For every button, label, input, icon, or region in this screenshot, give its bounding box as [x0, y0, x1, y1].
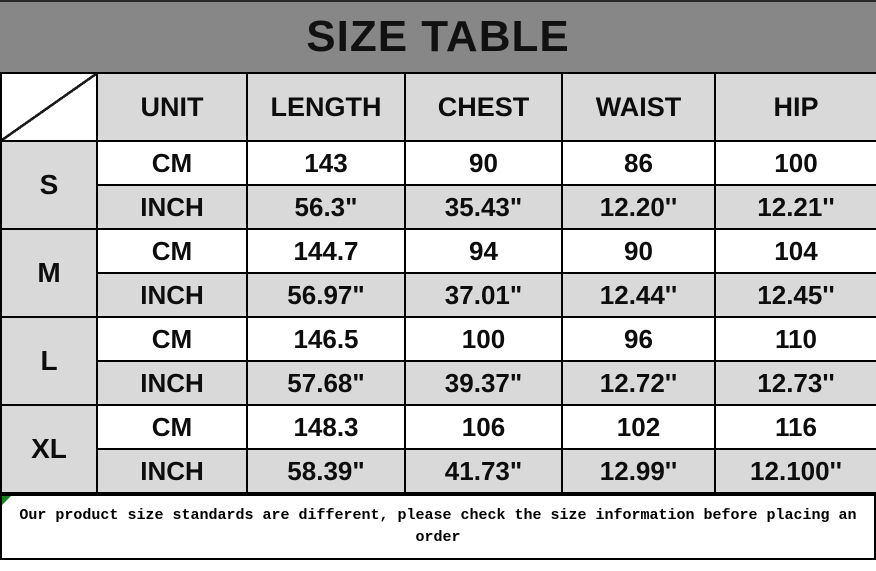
- waist-inch-cell: 12.99'': [562, 449, 715, 493]
- size-label-s: S: [1, 141, 97, 229]
- size-table: [0, 72, 876, 494]
- hip-cm-cell: 100: [715, 141, 876, 185]
- waist-inch-cell: 12.72'': [562, 361, 715, 405]
- table-header-row: [1, 73, 876, 141]
- hip-inch-cell: 12.45'': [715, 273, 876, 317]
- column-header-waist: WAIST: [562, 73, 715, 141]
- chest-cm-cell: 90: [405, 141, 562, 185]
- unit-cell: CM: [97, 141, 247, 185]
- column-header-chest: CHEST: [405, 73, 562, 141]
- length-inch-cell: 56.3": [247, 185, 405, 229]
- table-row-m-inch: [1, 273, 876, 317]
- hip-cm-cell: 104: [715, 229, 876, 273]
- length-cm-cell: 146.5: [247, 317, 405, 361]
- table-row-s-inch: [1, 185, 876, 229]
- chest-inch-cell: 41.73": [405, 449, 562, 493]
- green-corner-marker-icon: [2, 496, 11, 505]
- chest-inch-cell: 39.37": [405, 361, 562, 405]
- chest-inch-cell: 35.43": [405, 185, 562, 229]
- footer-disclaimer: [0, 494, 876, 560]
- diagonal-corner-cell: [1, 73, 97, 141]
- length-inch-cell: 56.97": [247, 273, 405, 317]
- size-label-xl: XL: [1, 405, 97, 493]
- unit-cell: INCH: [97, 273, 247, 317]
- column-header-hip: HIP: [715, 73, 876, 141]
- unit-cell: INCH: [97, 185, 247, 229]
- length-inch-cell: 58.39": [247, 449, 405, 493]
- chest-inch-cell: 37.01": [405, 273, 562, 317]
- waist-cm-cell: 86: [562, 141, 715, 185]
- hip-cm-cell: 116: [715, 405, 876, 449]
- hip-cm-cell: 110: [715, 317, 876, 361]
- table-row-l-cm: [1, 317, 876, 361]
- table-row-xl-inch: [1, 449, 876, 493]
- size-label-l: L: [1, 317, 97, 405]
- length-cm-cell: 148.3: [247, 405, 405, 449]
- length-cm-cell: 143: [247, 141, 405, 185]
- chest-cm-cell: 94: [405, 229, 562, 273]
- column-header-length: LENGTH: [247, 73, 405, 141]
- column-header-unit: UNIT: [97, 73, 247, 141]
- hip-inch-cell: 12.21'': [715, 185, 876, 229]
- unit-cell: CM: [97, 317, 247, 361]
- unit-cell: INCH: [97, 449, 247, 493]
- waist-cm-cell: 90: [562, 229, 715, 273]
- table-row-s-cm: [1, 141, 876, 185]
- table-row-m-cm: [1, 229, 876, 273]
- hip-inch-cell: 12.73'': [715, 361, 876, 405]
- chest-cm-cell: 100: [405, 317, 562, 361]
- unit-cell: CM: [97, 229, 247, 273]
- waist-cm-cell: 102: [562, 405, 715, 449]
- page-title: SIZE TABLE: [0, 0, 876, 72]
- length-inch-cell: 57.68": [247, 361, 405, 405]
- waist-cm-cell: 96: [562, 317, 715, 361]
- footer-disclaimer-text: Our product size standards are different, please check the size information before placing an order: [19, 507, 857, 546]
- length-cm-cell: 144.7: [247, 229, 405, 273]
- unit-cell: CM: [97, 405, 247, 449]
- hip-inch-cell: 12.100'': [715, 449, 876, 493]
- size-label-m: M: [1, 229, 97, 317]
- waist-inch-cell: 12.44'': [562, 273, 715, 317]
- table-row-xl-cm: [1, 405, 876, 449]
- chest-cm-cell: 106: [405, 405, 562, 449]
- table-row-l-inch: [1, 361, 876, 405]
- unit-cell: INCH: [97, 361, 247, 405]
- waist-inch-cell: 12.20'': [562, 185, 715, 229]
